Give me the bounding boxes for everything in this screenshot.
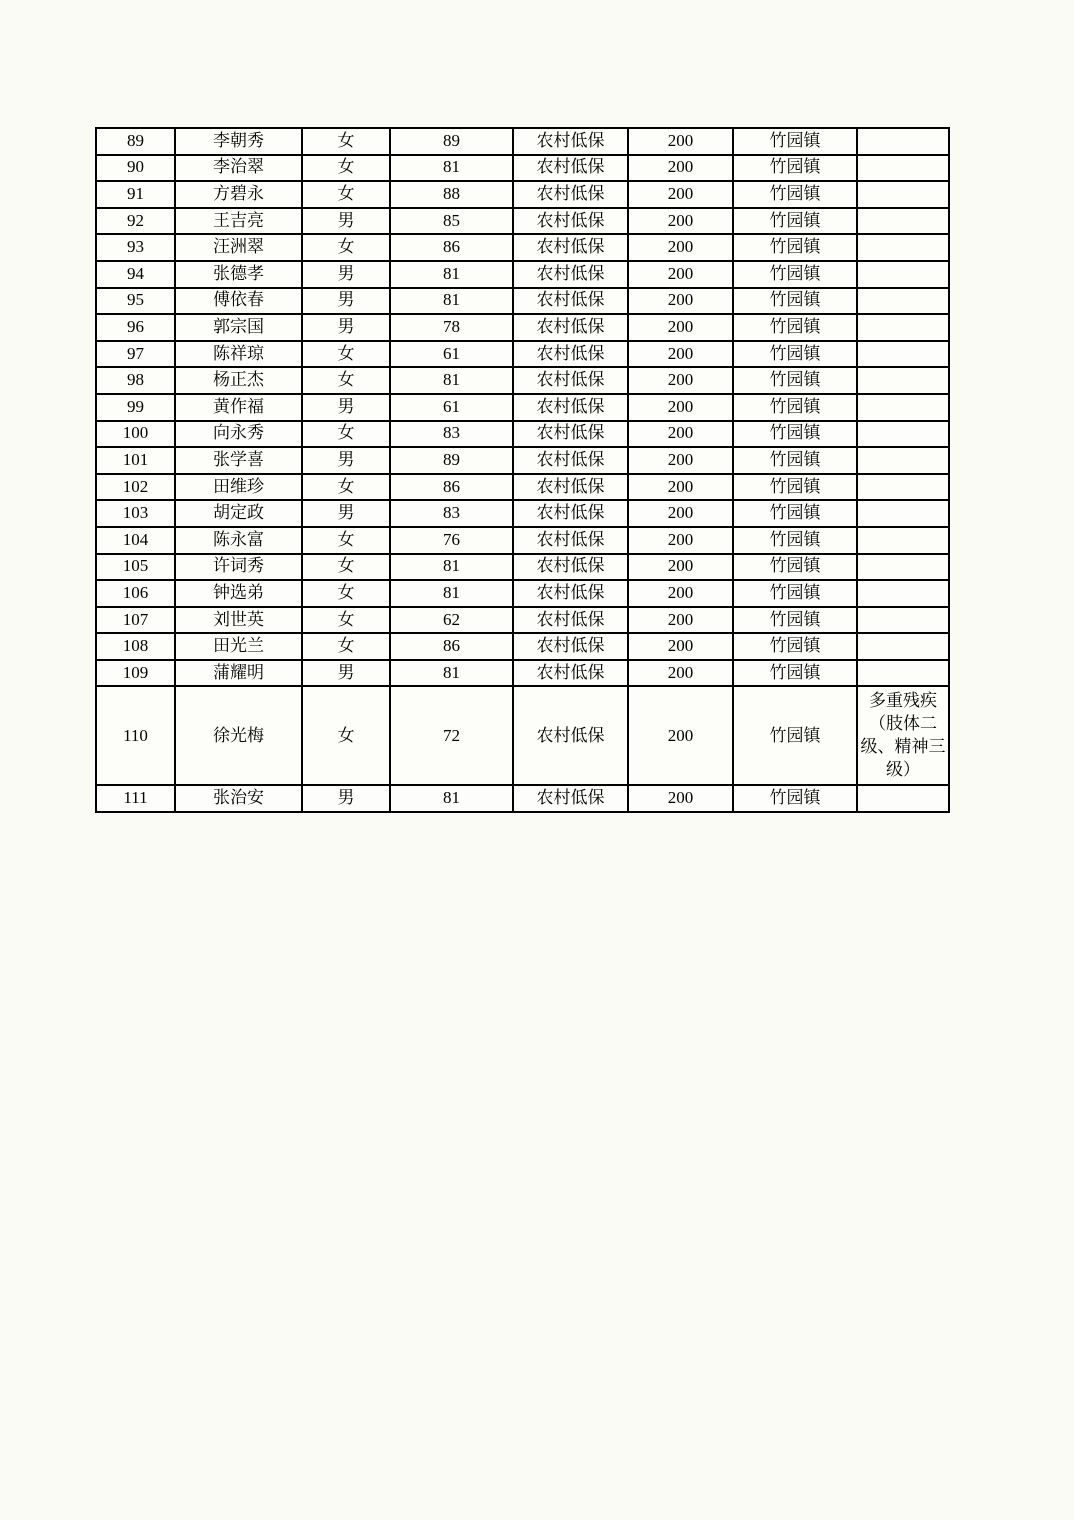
cell-index: 94 [96, 261, 175, 288]
cell-age: 81 [390, 660, 513, 687]
cell-town: 竹园镇 [733, 367, 857, 394]
cell-amount: 200 [628, 447, 733, 474]
table-row [96, 367, 949, 394]
table-row [96, 288, 949, 315]
cell-age: 62 [390, 607, 513, 634]
cell-remark: 多重残疾（肢体二级、精神三级） [857, 686, 949, 785]
cell-age: 86 [390, 633, 513, 660]
cell-amount: 200 [628, 527, 733, 554]
cell-age: 61 [390, 341, 513, 368]
cell-type: 农村低保 [513, 580, 628, 607]
cell-town: 竹园镇 [733, 580, 857, 607]
cell-gender: 男 [302, 447, 390, 474]
cell-index: 108 [96, 633, 175, 660]
cell-age: 72 [390, 686, 513, 785]
cell-index: 109 [96, 660, 175, 687]
cell-name: 陈祥琼 [175, 341, 302, 368]
cell-age: 88 [390, 181, 513, 208]
cell-town: 竹园镇 [733, 234, 857, 261]
table-row [96, 261, 949, 288]
cell-town: 竹园镇 [733, 554, 857, 581]
cell-town: 竹园镇 [733, 261, 857, 288]
table-row [96, 607, 949, 634]
cell-name: 蒲耀明 [175, 660, 302, 687]
cell-age: 83 [390, 421, 513, 448]
cell-index: 91 [96, 181, 175, 208]
cell-remark [857, 314, 949, 341]
cell-gender: 男 [302, 785, 390, 812]
cell-gender: 男 [302, 208, 390, 235]
cell-age: 83 [390, 500, 513, 527]
cell-town: 竹园镇 [733, 314, 857, 341]
cell-type: 农村低保 [513, 554, 628, 581]
cell-name: 徐光梅 [175, 686, 302, 785]
cell-remark [857, 394, 949, 421]
cell-age: 86 [390, 474, 513, 501]
cell-remark [857, 607, 949, 634]
table-row [96, 394, 949, 421]
cell-gender: 女 [302, 128, 390, 155]
cell-gender: 男 [302, 261, 390, 288]
cell-name: 王吉亮 [175, 208, 302, 235]
cell-name: 李朝秀 [175, 128, 302, 155]
cell-amount: 200 [628, 314, 733, 341]
cell-name: 胡定政 [175, 500, 302, 527]
cell-type: 农村低保 [513, 181, 628, 208]
cell-index: 90 [96, 155, 175, 182]
cell-town: 竹园镇 [733, 447, 857, 474]
cell-town: 竹园镇 [733, 208, 857, 235]
cell-type: 农村低保 [513, 421, 628, 448]
cell-gender: 女 [302, 421, 390, 448]
cell-gender: 女 [302, 633, 390, 660]
cell-remark [857, 500, 949, 527]
cell-town: 竹园镇 [733, 394, 857, 421]
cell-amount: 200 [628, 128, 733, 155]
cell-index: 110 [96, 686, 175, 785]
cell-age: 86 [390, 234, 513, 261]
cell-type: 农村低保 [513, 686, 628, 785]
table-row [96, 128, 949, 155]
cell-type: 农村低保 [513, 633, 628, 660]
table-row [96, 527, 949, 554]
cell-index: 98 [96, 367, 175, 394]
cell-gender: 女 [302, 474, 390, 501]
cell-type: 农村低保 [513, 394, 628, 421]
cell-type: 农村低保 [513, 785, 628, 812]
cell-remark [857, 261, 949, 288]
cell-type: 农村低保 [513, 128, 628, 155]
cell-gender: 女 [302, 367, 390, 394]
cell-amount: 200 [628, 580, 733, 607]
cell-index: 104 [96, 527, 175, 554]
cell-age: 81 [390, 580, 513, 607]
cell-type: 农村低保 [513, 234, 628, 261]
cell-remark [857, 527, 949, 554]
cell-town: 竹园镇 [733, 660, 857, 687]
table-row [96, 447, 949, 474]
cell-remark [857, 633, 949, 660]
cell-name: 黄作福 [175, 394, 302, 421]
cell-name: 陈永富 [175, 527, 302, 554]
cell-name: 汪洲翠 [175, 234, 302, 261]
cell-remark [857, 367, 949, 394]
cell-index: 107 [96, 607, 175, 634]
cell-town: 竹园镇 [733, 421, 857, 448]
table-row [96, 341, 949, 368]
cell-type: 农村低保 [513, 607, 628, 634]
cell-remark [857, 128, 949, 155]
cell-town: 竹园镇 [733, 785, 857, 812]
table-row [96, 421, 949, 448]
cell-gender: 男 [302, 394, 390, 421]
cell-amount: 200 [628, 181, 733, 208]
cell-amount: 200 [628, 155, 733, 182]
cell-gender: 女 [302, 155, 390, 182]
cell-name: 田光兰 [175, 633, 302, 660]
cell-name: 向永秀 [175, 421, 302, 448]
cell-amount: 200 [628, 341, 733, 368]
cell-gender: 女 [302, 686, 390, 785]
cell-name: 张学喜 [175, 447, 302, 474]
table-row [96, 181, 949, 208]
table-row [96, 554, 949, 581]
cell-age: 76 [390, 527, 513, 554]
cell-name: 方碧永 [175, 181, 302, 208]
table-row [96, 785, 949, 812]
cell-amount: 200 [628, 394, 733, 421]
cell-name: 张治安 [175, 785, 302, 812]
cell-remark [857, 421, 949, 448]
cell-gender: 男 [302, 314, 390, 341]
cell-amount: 200 [628, 474, 733, 501]
cell-gender: 女 [302, 554, 390, 581]
cell-age: 81 [390, 261, 513, 288]
cell-type: 农村低保 [513, 261, 628, 288]
table-row [96, 155, 949, 182]
cell-remark [857, 660, 949, 687]
cell-amount: 200 [628, 785, 733, 812]
cell-remark [857, 234, 949, 261]
cell-name: 杨正杰 [175, 367, 302, 394]
cell-index: 101 [96, 447, 175, 474]
table-row [96, 234, 949, 261]
cell-gender: 女 [302, 607, 390, 634]
cell-index: 93 [96, 234, 175, 261]
cell-index: 97 [96, 341, 175, 368]
cell-type: 农村低保 [513, 341, 628, 368]
cell-index: 92 [96, 208, 175, 235]
cell-amount: 200 [628, 208, 733, 235]
cell-age: 81 [390, 554, 513, 581]
cell-remark [857, 785, 949, 812]
cell-remark [857, 155, 949, 182]
cell-index: 96 [96, 314, 175, 341]
cell-town: 竹园镇 [733, 181, 857, 208]
cell-name: 田维珍 [175, 474, 302, 501]
cell-town: 竹园镇 [733, 155, 857, 182]
cell-type: 农村低保 [513, 527, 628, 554]
cell-remark [857, 447, 949, 474]
cell-remark [857, 288, 949, 315]
cell-type: 农村低保 [513, 155, 628, 182]
cell-index: 106 [96, 580, 175, 607]
cell-gender: 男 [302, 288, 390, 315]
cell-age: 81 [390, 367, 513, 394]
cell-age: 81 [390, 785, 513, 812]
table-row [96, 208, 949, 235]
cell-age: 89 [390, 447, 513, 474]
cell-age: 78 [390, 314, 513, 341]
cell-index: 103 [96, 500, 175, 527]
table-row [96, 660, 949, 687]
cell-amount: 200 [628, 660, 733, 687]
cell-type: 农村低保 [513, 660, 628, 687]
table-body [96, 128, 949, 812]
cell-index: 111 [96, 785, 175, 812]
cell-remark [857, 208, 949, 235]
cell-age: 89 [390, 128, 513, 155]
cell-remark [857, 554, 949, 581]
cell-amount: 200 [628, 500, 733, 527]
cell-gender: 女 [302, 527, 390, 554]
cell-amount: 200 [628, 607, 733, 634]
cell-town: 竹园镇 [733, 500, 857, 527]
cell-town: 竹园镇 [733, 686, 857, 785]
cell-amount: 200 [628, 234, 733, 261]
cell-remark [857, 181, 949, 208]
table-row [96, 314, 949, 341]
cell-name: 钟选弟 [175, 580, 302, 607]
cell-index: 99 [96, 394, 175, 421]
cell-index: 105 [96, 554, 175, 581]
cell-gender: 女 [302, 341, 390, 368]
table-row [96, 686, 949, 785]
cell-index: 95 [96, 288, 175, 315]
cell-amount: 200 [628, 421, 733, 448]
cell-town: 竹园镇 [733, 527, 857, 554]
cell-index: 102 [96, 474, 175, 501]
cell-amount: 200 [628, 686, 733, 785]
table-row [96, 580, 949, 607]
cell-amount: 200 [628, 633, 733, 660]
cell-remark [857, 341, 949, 368]
cell-name: 张德孝 [175, 261, 302, 288]
cell-age: 61 [390, 394, 513, 421]
cell-town: 竹园镇 [733, 341, 857, 368]
cell-town: 竹园镇 [733, 633, 857, 660]
cell-town: 竹园镇 [733, 474, 857, 501]
cell-gender: 女 [302, 234, 390, 261]
cell-age: 81 [390, 288, 513, 315]
cell-type: 农村低保 [513, 367, 628, 394]
cell-type: 农村低保 [513, 447, 628, 474]
cell-remark [857, 474, 949, 501]
cell-type: 农村低保 [513, 208, 628, 235]
cell-index: 89 [96, 128, 175, 155]
cell-age: 81 [390, 155, 513, 182]
cell-name: 郭宗国 [175, 314, 302, 341]
cell-gender: 女 [302, 181, 390, 208]
cell-town: 竹园镇 [733, 288, 857, 315]
cell-gender: 男 [302, 660, 390, 687]
cell-age: 85 [390, 208, 513, 235]
cell-amount: 200 [628, 554, 733, 581]
cell-town: 竹园镇 [733, 607, 857, 634]
cell-name: 许词秀 [175, 554, 302, 581]
cell-name: 李治翠 [175, 155, 302, 182]
cell-town: 竹园镇 [733, 128, 857, 155]
table-row [96, 500, 949, 527]
cell-amount: 200 [628, 288, 733, 315]
table-row [96, 633, 949, 660]
cell-type: 农村低保 [513, 474, 628, 501]
benefits-table [95, 127, 950, 813]
cell-amount: 200 [628, 261, 733, 288]
cell-type: 农村低保 [513, 500, 628, 527]
cell-type: 农村低保 [513, 288, 628, 315]
table-row [96, 474, 949, 501]
cell-index: 100 [96, 421, 175, 448]
cell-gender: 女 [302, 580, 390, 607]
cell-name: 刘世英 [175, 607, 302, 634]
cell-type: 农村低保 [513, 314, 628, 341]
cell-gender: 男 [302, 500, 390, 527]
cell-name: 傅依春 [175, 288, 302, 315]
cell-amount: 200 [628, 367, 733, 394]
cell-remark [857, 580, 949, 607]
